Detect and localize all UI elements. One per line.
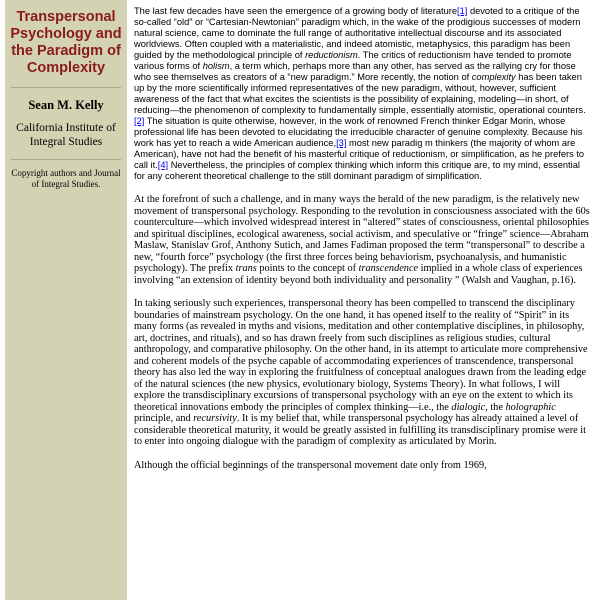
text: . The critics of reductionism have tended to promote various forms of — [134, 50, 572, 71]
text: In taking seriously such experiences, transpersonal theory has been compelled to transcend the disciplinary boundaries of mainstream psychology. On the one hand, it has opened itself to the reality of “Spirit” in its many forms (as revealed in myths and visions, meditation and other contemplative disciplines, in philosophy, art, doctrines, and rituals), and so has drawn freely from such disciplines as religious studies, cultural anthropology, and comparative philosophy. On the other hand, in its attempt to articulate more comprehensive and coherent models of the psyche capable of accommodating experiences of transcendence, transpersonal theory has also led the way in exploring the fruitfulness of conceptual analogues drawn from the leading edge of the natural sciences (the new physics, evolutionary biology, Systems Theory). In what follows, I will explore the transdisciplinary excursions of transpersonal psychology with an eye on the extent to which its theoretical innovations embody the principles of complex thinking—i.e., the — [134, 298, 588, 413]
paragraph-4 — [134, 460, 590, 472]
footnote-link-2[interactable]: [2] — [134, 116, 145, 126]
text: most new paradig m thinkers (the majority of whom are American), have not had the benefit of his masterful critique of reductionism, or simplification, as he prefers to call it. — [134, 138, 585, 170]
divider — [11, 87, 121, 88]
sidebar — [5, 0, 127, 600]
text: points to the concept of — [256, 263, 359, 274]
article-title: Transpersonal Psychology and the Paradigm of Complexity — [10, 9, 122, 76]
text: , the — [485, 401, 506, 413]
emphasis: transcendence — [358, 263, 419, 274]
emphasis: dialogic — [451, 401, 486, 413]
text: Nevertheless, the principles of complex thinking which inform this critique are, to my mind, essential for any coherent theoretical challenge to the still dominant paradigm of simplification. — [134, 160, 580, 181]
text: implied in a whole class of experiences involving “an extension of identity beyond both individuality and personality ” (Walsh and Vaughan, p.16). — [134, 263, 583, 286]
emphasis: reductionism — [305, 50, 358, 60]
author-name: Sean M. Kelly — [28, 98, 104, 112]
paragraph-2 — [134, 194, 590, 286]
emphasis: holographic — [505, 401, 556, 413]
footnote-link-3[interactable]: [3] — [336, 138, 347, 148]
text: . It is my belief that, while transpersonal psychology has already attained a level of considerable theoretical maturity, it would be greatly assisted in fulfilling its transdisciplinary promise were it to enter into ongoing dialogue with the paradigm of complexity as articulated by Morin. — [134, 413, 586, 447]
paragraph-3 — [134, 298, 590, 448]
footnote-link-4[interactable]: [4] — [157, 160, 169, 170]
article-body — [134, 6, 590, 483]
emphasis: holism — [202, 61, 230, 71]
emphasis: trans — [235, 263, 257, 274]
paragraph-1 — [134, 6, 590, 182]
author-institution: California Institute of Integral Studies — [16, 122, 116, 148]
divider — [11, 159, 121, 160]
text: principle, and — [134, 413, 194, 424]
footnote-link-1[interactable]: [1] — [457, 6, 468, 16]
text: has been taken up by the more scientifically informed representatives of the new paradigm, without, however, sufficient awareness of the fact that what excites the scientists is the possibility of explaining, modeling—in short, of reducing—the phenomenon of complexity to fundamentally simple, essentially atomistic, operational counters. — [134, 72, 586, 115]
text: The situation is quite otherwise, however, in the work of renowned French thinker Edgar Morin, whose professional life has been devoted to elucidating the irreducible character of genuine complexity. Because his work has yet to reach a wide American audience, — [134, 116, 583, 148]
text: , a term which, perhaps more than any other, has served as the rallying cry for those who see themselves as creators of a “new paradigm.” More recently, the notion of — [134, 61, 576, 82]
emphasis: recursivity — [193, 413, 237, 424]
text: The last few decades have seen the emergence of a growing body of literature — [134, 6, 458, 16]
text: devoted to a critique of the so-called “old” or “Cartesian-Newtonian” paradigm which, in the wake of the prodigious successes of modern natural science, came to dominate the full range of authoritative intellectual discourse and its associated worldviews. Often coupled with a materialistic, and indeed atomistic, metaphysics, this paradigm has been guided by the methodological principle of — [134, 6, 581, 60]
copyright-notice: Copyright authors and Journal of Integral Studies. — [11, 168, 121, 189]
emphasis: complexity — [471, 72, 516, 82]
text: At the forefront of such a challenge, and in many ways the herald of the new paradigm, is the relatively new movement of transpersonal psychology. Responding to the revolution in consciousness associated with the 60s counterculture—which involved widespread interest in “altered” states of consciousness, oriental philosophies and spiritual disciplines, ecological awareness, social activism, and speculative or “fringe” science—Abraham Maslaw, Stanislav Grof, Anthony Sutich, and James Fadiman proposed the term “transpersonal” to describe a new, “fourth force” psychology (the first three forces being behaviorism, psychoanalysis, and humanistic psychology). The prefix — [134, 194, 590, 274]
text: Although the official beginnings of the transpersonal movement date only from 1969, — [134, 459, 487, 471]
